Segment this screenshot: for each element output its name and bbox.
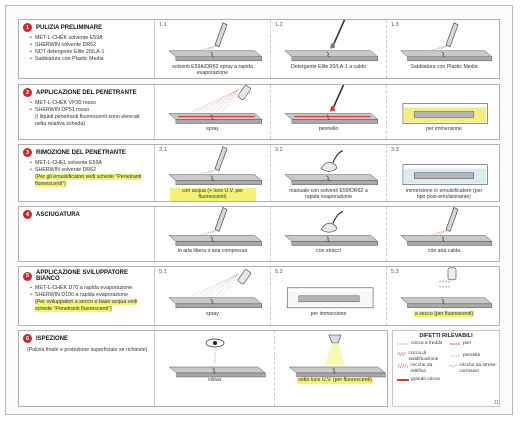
uv-lamp-icon	[275, 331, 395, 408]
specimen-plate-side	[176, 119, 262, 123]
panel-caption-text: Detergente Elite 20/LA-1 a caldo	[291, 63, 366, 70]
legend-swatch-dots	[449, 341, 461, 347]
powder-dot	[442, 286, 443, 287]
panel-caption-text: sotto luce U.V. (per fluorescenti)	[298, 377, 372, 383]
rag	[321, 223, 337, 232]
panel-number: 1.3	[391, 22, 399, 28]
panel-spray-can	[155, 85, 271, 139]
spray-ray	[216, 89, 238, 111]
panel-number: 1.2	[275, 22, 283, 28]
legend-entry	[449, 363, 499, 374]
panel-caption-text: manuale con solventi E59/DR62 a rapida evaporazione	[289, 187, 368, 201]
step-number-badge: 2	[23, 88, 32, 97]
step-row-3	[18, 144, 500, 202]
step-number-badge: 6	[23, 334, 32, 343]
specimen-plate-top	[285, 51, 378, 57]
panel-dry-powder	[387, 267, 501, 325]
immersed-plate	[299, 296, 359, 302]
panel-caption	[271, 188, 386, 201]
specimen-plate-top	[289, 367, 385, 373]
panel-caption	[155, 377, 274, 384]
legend-entry	[397, 351, 447, 362]
specimen-plate-top	[285, 175, 378, 181]
product-list	[23, 160, 151, 174]
rag	[321, 162, 337, 171]
immersed-plate	[414, 173, 473, 179]
panel-caption-text: immersione in emulsificatore (per tipo post-emulsionante)	[405, 187, 483, 201]
panel-caption-text: con stracci	[316, 248, 341, 255]
panel-caption	[387, 64, 501, 71]
panel-number: 3.3	[391, 147, 399, 153]
spray-ray	[222, 89, 238, 111]
panel-emulsifier-tank	[387, 145, 501, 201]
jet-line	[200, 46, 216, 50]
legend-label: cricche da stress-corrosion	[459, 363, 497, 374]
product-list	[23, 35, 151, 63]
panel-water-rinse	[155, 145, 271, 201]
panel-hot-air	[387, 207, 501, 261]
panel-caption	[271, 126, 386, 133]
legend-entry	[397, 341, 447, 347]
legend-swatch-zigzag	[397, 351, 406, 357]
specimen-plate-top	[401, 235, 492, 241]
legend-swatch-hatch	[397, 363, 408, 369]
panel-caption-text: spray	[206, 126, 219, 133]
jet-line	[206, 170, 216, 174]
step-row-6	[18, 330, 388, 407]
spray-can	[237, 269, 251, 284]
uv-beam	[325, 343, 345, 365]
jet-line	[200, 170, 216, 174]
panel-caption	[271, 248, 386, 255]
panel-caption	[387, 126, 501, 133]
powder-dot	[445, 286, 446, 287]
legend-entry	[449, 341, 499, 347]
jet-line	[200, 230, 216, 234]
legend-label: porosità	[463, 353, 481, 358]
jet-line	[206, 230, 216, 234]
step-header	[23, 210, 151, 219]
spray-ray	[210, 274, 238, 296]
specimen-plate-top	[169, 175, 262, 181]
step-note-text: (Pulizia finale e protezione superficiale se richieste)	[27, 347, 148, 353]
panel-number: 3.2	[275, 147, 283, 153]
uv-lamp	[329, 335, 341, 343]
nozzle	[215, 207, 227, 231]
step-note-text: (Per gli emulsificatori vedi schede "Penetranti fluorescenti")	[35, 174, 142, 187]
specimen-plate-side	[292, 241, 378, 245]
product-item: • SHERWIN solvente DR62	[35, 42, 151, 49]
brush-handle	[333, 20, 345, 46]
dry-powder-icon	[387, 267, 501, 327]
step-title: ASCIUGATURA	[36, 211, 80, 218]
step-note	[23, 347, 151, 354]
legend-title: DIFETTI RILEVABILI	[419, 333, 473, 339]
product-item: • MET-L-CHEK VP30 rosso	[35, 100, 151, 107]
specimen-plate-top	[401, 298, 492, 304]
spray-ray	[210, 89, 238, 111]
legend-label: pori	[463, 341, 471, 346]
panel-number: 3.1	[159, 147, 167, 153]
developer-spray-icon	[155, 267, 271, 327]
panel-rag	[271, 207, 387, 261]
step-description	[19, 267, 155, 325]
step-number-badge: 1	[23, 23, 32, 32]
specimen-plate-top	[169, 367, 265, 373]
step-title: APPLICAZIONE SVILUPPATORE BIANCO	[36, 270, 129, 282]
panel-caption	[271, 311, 386, 318]
panel-number: 5.3	[391, 269, 399, 275]
panel-caption-text: a secco (per fluorescenti)	[414, 310, 474, 317]
nozzle	[215, 147, 227, 171]
developer-tank-icon	[271, 267, 387, 327]
specimen-plate-side	[292, 181, 378, 185]
step-description	[19, 20, 155, 78]
panel-caption-text: visiva	[208, 377, 221, 383]
powder-dot	[439, 281, 440, 282]
panel-caption-text: per immersione	[310, 310, 347, 317]
panel-uv-lamp	[275, 331, 395, 406]
specimen-plate-top	[169, 235, 262, 241]
panel-developer-tank	[271, 267, 387, 325]
legend-entry	[397, 363, 447, 374]
product-list	[23, 100, 151, 114]
step-header	[23, 23, 151, 32]
spray-ray	[192, 274, 238, 296]
step-row-1	[18, 19, 500, 79]
panel-caption-text: con acqua (+ luce U.V. per fluorescenti)	[170, 188, 256, 201]
powder-dot	[448, 286, 449, 287]
page-number: 11	[494, 400, 500, 406]
step-number-badge: 5	[23, 272, 32, 281]
brush-handle	[333, 85, 345, 108]
defects-legend	[392, 330, 500, 407]
product-item: • MET-L-CHEL solvente E59A	[35, 160, 151, 167]
specimen-plate-top	[169, 298, 262, 304]
specimen-plate-side	[176, 241, 262, 245]
step-number-badge: 3	[23, 148, 32, 157]
panel-developer-spray	[155, 267, 271, 325]
jet-line	[437, 46, 447, 50]
legend-label: grande cricca	[411, 377, 440, 382]
panel-caption-text: per immersione	[426, 126, 462, 133]
powder-dot	[448, 281, 449, 282]
panel-caption-text: solventi E59A/DR62 spray a rapida evaporazione	[172, 63, 253, 77]
legend-swatch-bold	[397, 377, 409, 383]
specimen-plate-side	[292, 119, 378, 123]
jet-line	[431, 46, 447, 50]
step-note	[23, 114, 151, 128]
nozzle	[446, 23, 458, 47]
step-header	[23, 148, 151, 157]
specimen-plate-side	[176, 181, 262, 185]
panel-air-nozzle	[155, 207, 271, 261]
panel-caption	[155, 188, 270, 201]
specimen-plate-side	[176, 304, 262, 308]
spray-can	[237, 85, 251, 100]
panel-caption-text: con aria calda	[427, 248, 461, 255]
spray-ray	[216, 274, 238, 296]
spray-ray	[204, 89, 238, 111]
panel-immersion-tank	[387, 85, 501, 139]
step-description	[19, 207, 155, 261]
nozzle	[215, 23, 227, 47]
specimen-plate-side	[408, 57, 492, 61]
panel-caption	[271, 64, 386, 71]
product-item: • Sabbiatura con Plastic Media	[35, 56, 151, 63]
step-row-2	[18, 84, 500, 140]
step-description	[19, 331, 155, 406]
step-header	[23, 88, 151, 97]
product-item: • SHERWIN D100 a rapida evaporazione	[35, 292, 151, 299]
step-row-4	[18, 206, 500, 262]
step-title: RIMOZIONE DEL PENETRANTE	[36, 149, 126, 156]
legend-label: cricca a freddo	[411, 341, 443, 346]
product-item: • MET-L-CHEK D70 a rapida evaporazione	[35, 285, 151, 292]
panel-caption	[275, 377, 395, 384]
jet-line	[431, 230, 447, 234]
step-number-badge: 4	[23, 210, 32, 219]
panel-brush	[271, 20, 387, 78]
powder-dot	[442, 281, 443, 282]
hand-arm	[333, 151, 343, 163]
panel-spray-nozzle	[155, 20, 271, 78]
panel-caption	[155, 126, 270, 133]
panel-number: 5.2	[275, 269, 283, 275]
nozzle	[446, 207, 458, 231]
specimen-plate-side	[408, 304, 492, 308]
specimen-plate-side	[292, 57, 378, 61]
hand-arm	[333, 211, 343, 223]
panel-blast-nozzle	[387, 20, 501, 78]
specimen-plate-top	[285, 235, 378, 241]
legend-swatch-wave	[449, 363, 457, 369]
panel-caption-text: pennello	[318, 126, 339, 133]
panel-caption	[155, 64, 270, 77]
product-item: • SHERWIN DP51 rosso	[35, 107, 151, 114]
product-item: • SHERWIN solvente DR62	[35, 167, 151, 174]
product-item: • MET-L-CHEK solvente E59A	[35, 35, 151, 42]
blast-nozzle-icon	[387, 20, 501, 80]
specimen-plate-side	[176, 57, 262, 61]
immersed-plate	[414, 111, 473, 117]
legend-swatch-dots2	[449, 353, 461, 359]
step-title: APPLICAZIONE DEL PENETRANTE	[36, 89, 137, 96]
panel-caption	[387, 311, 501, 318]
step-description	[19, 145, 155, 201]
step-title: PULIZIA PRELIMINARE	[36, 24, 103, 31]
spray-ray	[198, 274, 238, 296]
legend-entry	[449, 353, 499, 359]
panel-caption	[155, 248, 270, 255]
panel-number: 1.1	[159, 22, 167, 28]
specimen-plate-side	[408, 241, 492, 245]
panel-number: 5.1	[159, 269, 167, 275]
panel-caption	[387, 188, 501, 201]
eye-pupil	[213, 341, 217, 345]
jet-line	[206, 46, 216, 50]
panel-caption-text: Sabbiatura con Plastic Media	[410, 63, 478, 70]
legend-swatch-dash	[397, 341, 409, 347]
spray-ray	[222, 274, 238, 296]
powder-dot	[439, 286, 440, 287]
jet-line	[437, 230, 447, 234]
spray-ray	[198, 89, 238, 111]
legend-entry	[397, 377, 447, 383]
specimen-plate-top	[169, 51, 262, 57]
panel-paintbrush	[271, 85, 387, 139]
panel-caption	[155, 311, 270, 318]
product-list	[23, 285, 151, 299]
step-header	[23, 270, 151, 282]
powder-bulb	[448, 268, 456, 280]
step-note	[23, 174, 151, 188]
step-title: ISPEZIONE	[36, 335, 69, 342]
step-header	[23, 334, 151, 343]
spray-ray	[204, 274, 238, 296]
panel-cloth-wipe	[271, 145, 387, 201]
step-note-text: (I liquidi penetranti fluorescenti sono elencati nella relativa scheda)	[35, 114, 140, 127]
panel-eye	[155, 331, 275, 406]
specimen-plate-top	[401, 51, 492, 57]
legend-label: cricche da rettifica	[410, 363, 433, 374]
step-description	[19, 85, 155, 139]
step-row-5	[18, 266, 500, 326]
panel-caption-text: in aria libera o aria compressa	[177, 248, 248, 255]
powder-dot	[445, 281, 446, 282]
legend-label: cricca di solidificazione	[408, 351, 439, 362]
spray-ray	[192, 89, 238, 111]
panel-caption	[387, 248, 501, 255]
step-note-text: (Per sviluppatori a secco e base acqua vedi schede "Penetranti fluorescenti")	[35, 299, 138, 312]
brush-icon	[271, 20, 387, 80]
eye-icon	[155, 331, 275, 408]
step-note	[23, 299, 151, 313]
product-item: • NDT detergente Elite 20/LA-1	[35, 49, 151, 56]
panel-caption-text: spray	[206, 310, 219, 317]
